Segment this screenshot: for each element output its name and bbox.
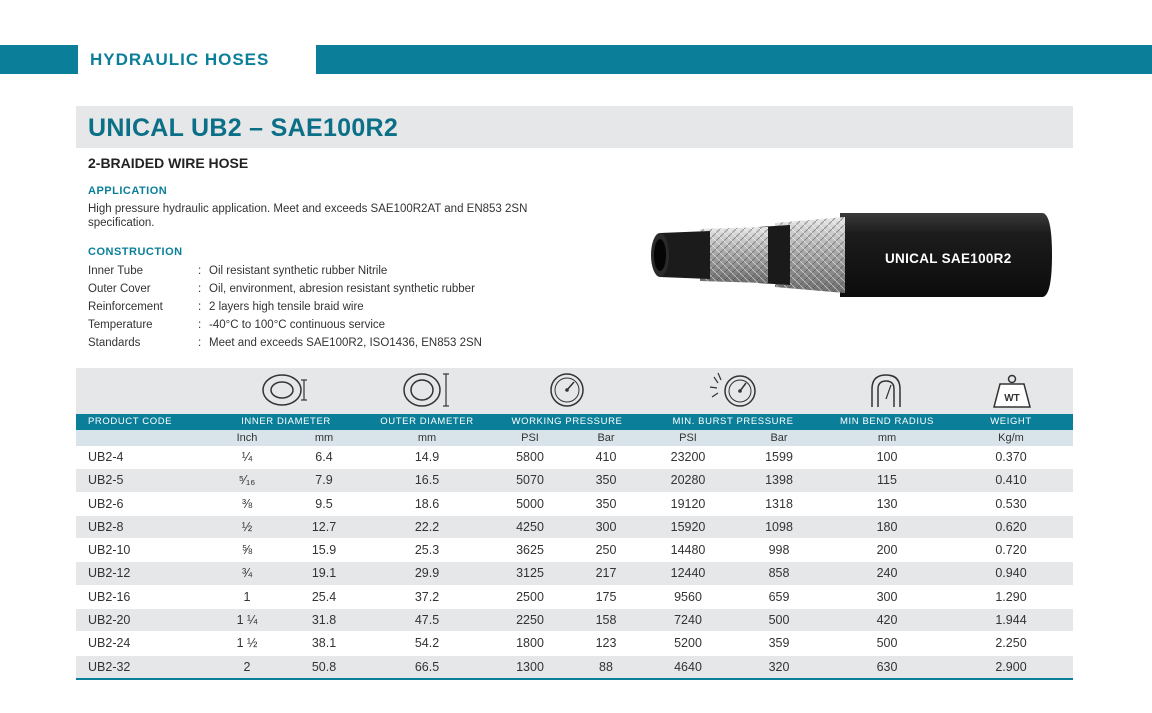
colon: :: [198, 283, 202, 295]
cell-burst-pressure-psi: 23200: [670, 450, 706, 464]
cell-product-code: UB2-24: [88, 636, 131, 651]
cell-product-code: UB2-8: [88, 519, 124, 534]
cell-weight-kg-m: 0.410: [995, 473, 1027, 488]
cell-bend-radius-mm: 300: [876, 589, 898, 604]
construction-row: [88, 262, 568, 280]
colon: :: [198, 337, 202, 349]
colon: :: [198, 265, 202, 277]
construction-value: Oil resistant synthetic rubber Nitrile: [209, 265, 388, 277]
cell-burst-pressure-bar: 1318: [765, 496, 793, 511]
cell-outer-diameter-mm: 18.6: [414, 496, 440, 511]
cell-outer-diameter-mm: 29.9: [414, 566, 440, 581]
cell-inner-diameter-inch: ½: [241, 519, 253, 534]
header-weight: WEIGHT: [990, 416, 1032, 427]
cell-weight-kg-m: 2.250: [995, 636, 1027, 651]
unit-weight: Kg/m: [998, 432, 1024, 444]
application-text: High pressure hydraulic application. Meet and exceeds SAE100R2AT and EN853 2SN specification.: [88, 203, 528, 229]
cell-burst-pressure-psi: 14480: [670, 543, 706, 558]
cell-inner-diameter-inch: ¼: [241, 450, 253, 464]
cell-weight-kg-m: 1.290: [995, 589, 1027, 604]
cell-working-pressure-psi: 5800: [516, 450, 544, 464]
cell-weight-kg-m: 0.370: [995, 450, 1027, 464]
cell-burst-pressure-bar: 659: [768, 589, 790, 604]
cell-burst-pressure-psi: 5200: [674, 636, 702, 651]
cell-burst-pressure-bar: 1599: [765, 450, 793, 464]
header-product-code: PRODUCT CODE: [88, 416, 173, 427]
cell-burst-pressure-bar: 998: [768, 543, 790, 558]
table-row: [76, 493, 1073, 516]
cell-working-pressure-bar: 350: [595, 473, 617, 488]
table-row: [76, 586, 1073, 609]
header-working-pressure: WORKING PRESSURE: [511, 416, 623, 427]
header-outer-diameter: OUTER DIAMETER: [380, 416, 474, 427]
cell-product-code: UB2-20: [88, 613, 131, 628]
cell-inner-diameter-inch: ⅝: [241, 543, 253, 558]
cell-working-pressure-bar: 123: [595, 636, 617, 651]
table-row: [76, 609, 1073, 632]
cell-bend-radius-mm: 200: [876, 543, 898, 558]
cell-inner-diameter-mm: 12.7: [311, 519, 337, 534]
outer-diameter-icon: [402, 371, 454, 409]
cell-product-code: UB2-12: [88, 566, 131, 581]
unit-bp-psi: PSI: [679, 432, 697, 444]
working-pressure-gauge-icon: [547, 371, 587, 409]
cell-bend-radius-mm: 115: [877, 473, 897, 488]
cell-product-code: UB2-4: [88, 450, 124, 464]
cell-outer-diameter-mm: 16.5: [414, 473, 440, 488]
inner-diameter-icon: [260, 371, 312, 409]
cell-inner-diameter-inch: ¾: [241, 566, 253, 581]
cell-burst-pressure-psi: 19120: [670, 496, 706, 511]
cell-weight-kg-m: 0.720: [995, 543, 1027, 558]
unit-br-mm: mm: [877, 432, 897, 444]
cell-working-pressure-bar: 217: [595, 566, 617, 581]
cell-burst-pressure-bar: 858: [768, 566, 790, 581]
cell-bend-radius-mm: 130: [876, 496, 898, 511]
section-label: HYDRAULIC HOSES: [78, 45, 316, 74]
cell-bend-radius-mm: 180: [876, 519, 898, 534]
cell-burst-pressure-psi: 20280: [670, 473, 706, 488]
cell-working-pressure-psi: 5070: [516, 473, 544, 488]
cell-weight-kg-m: 0.620: [995, 519, 1027, 534]
cell-working-pressure-psi: 3625: [516, 543, 544, 558]
cell-inner-diameter-inch: 1 ½: [236, 636, 258, 651]
cell-working-pressure-bar: 410: [595, 450, 617, 464]
cell-outer-diameter-mm: 37.2: [414, 589, 440, 604]
unit-inch: Inch: [236, 432, 258, 444]
construction-list: [88, 262, 568, 352]
construction-row: [88, 334, 568, 352]
cell-working-pressure-bar: 175: [595, 589, 617, 604]
header-bend-radius: MIN BEND RADIUS: [840, 416, 934, 427]
table-row: [76, 469, 1073, 492]
colon: :: [198, 301, 202, 313]
hose-label: UNICAL SAE100R2: [885, 251, 1012, 266]
header-burst-pressure: MIN. BURST PRESSURE: [672, 416, 794, 427]
weight-icon: [990, 371, 1034, 409]
cell-weight-kg-m: 1.944: [995, 613, 1027, 628]
table-row: [76, 516, 1073, 539]
cell-inner-diameter-mm: 38.1: [311, 636, 337, 651]
bend-radius-icon: [866, 371, 906, 409]
cell-inner-diameter-inch: 1: [243, 589, 251, 604]
cell-working-pressure-psi: 1300: [516, 659, 544, 674]
cell-bend-radius-mm: 420: [876, 613, 898, 628]
unit-bp-bar: Bar: [770, 432, 788, 444]
construction-value: Meet and exceeds SAE100R2, ISO1436, EN853 2SN: [209, 337, 482, 349]
application-heading: APPLICATION: [88, 185, 168, 197]
unit-od-mm: mm: [417, 432, 437, 444]
cell-product-code: UB2-32: [88, 659, 131, 674]
header-inner-diameter: INNER DIAMETER: [241, 416, 331, 427]
cell-outer-diameter-mm: 54.2: [414, 636, 440, 651]
cell-weight-kg-m: 0.940: [995, 566, 1027, 581]
construction-label: Outer Cover: [88, 283, 151, 295]
construction-label: Reinforcement: [88, 301, 163, 313]
colon: :: [198, 319, 202, 331]
cell-inner-diameter-mm: 15.9: [311, 543, 337, 558]
construction-row: [88, 298, 568, 316]
cell-bend-radius-mm: 100: [876, 450, 898, 464]
cell-inner-diameter-inch: ⅜: [241, 496, 253, 511]
table-row: [76, 632, 1073, 655]
cell-inner-diameter-mm: 9.5: [315, 496, 333, 511]
construction-row: [88, 280, 568, 298]
cell-product-code: UB2-5: [88, 473, 124, 488]
construction-value: -40°C to 100°C continuous service: [209, 319, 386, 331]
cell-burst-pressure-bar: 500: [768, 613, 790, 628]
cell-inner-diameter-mm: 6.4: [315, 450, 333, 464]
construction-heading: CONSTRUCTION: [88, 246, 183, 258]
cell-product-code: UB2-10: [88, 543, 131, 558]
cell-burst-pressure-bar: 359: [768, 636, 790, 651]
construction-label: Standards: [88, 337, 141, 349]
weight-icon-text: WT: [1004, 393, 1020, 404]
cell-burst-pressure-psi: 12440: [670, 566, 706, 581]
table-row: [76, 539, 1073, 562]
construction-label: Temperature: [88, 319, 153, 331]
title-bar: [76, 106, 1073, 148]
cell-product-code: UB2-16: [88, 589, 131, 604]
cell-working-pressure-psi: 4250: [516, 519, 544, 534]
construction-row: [88, 316, 568, 334]
cell-inner-diameter-mm: 7.9: [315, 473, 333, 488]
cell-working-pressure-bar: 300: [595, 519, 617, 534]
cell-inner-diameter-inch: ⁵⁄₁₆: [238, 473, 256, 488]
construction-value: Oil, environment, abresion resistant synthetic rubber: [209, 283, 475, 295]
cell-outer-diameter-mm: 14.9: [414, 450, 440, 464]
table-body: [76, 446, 1073, 680]
cell-product-code: UB2-6: [88, 496, 124, 511]
cell-working-pressure-bar: 350: [595, 496, 617, 511]
cell-working-pressure-psi: 2500: [516, 589, 544, 604]
cell-inner-diameter-mm: 19.1: [311, 566, 337, 581]
cell-outer-diameter-mm: 47.5: [414, 613, 440, 628]
unit-id-mm: mm: [314, 432, 334, 444]
cell-working-pressure-bar: 88: [599, 659, 613, 674]
cell-inner-diameter-mm: 50.8: [311, 659, 337, 674]
table-row: [76, 446, 1073, 469]
cell-weight-kg-m: 0.530: [995, 496, 1027, 511]
cell-weight-kg-m: 2.900: [995, 659, 1027, 674]
cell-working-pressure-psi: 5000: [516, 496, 544, 511]
cell-working-pressure-bar: 250: [595, 543, 617, 558]
unit-wp-bar: Bar: [597, 432, 615, 444]
cell-bend-radius-mm: 630: [876, 659, 898, 674]
unit-wp-psi: PSI: [521, 432, 539, 444]
cell-working-pressure-psi: 1800: [516, 636, 544, 651]
product-subtitle: 2-BRAIDED WIRE HOSE: [88, 155, 249, 171]
product-title: UNICAL UB2 – SAE100R2: [88, 114, 399, 142]
cell-bend-radius-mm: 240: [876, 566, 898, 581]
burst-pressure-gauge-icon: [708, 371, 764, 409]
cell-inner-diameter-inch: 1 ¼: [236, 613, 258, 628]
cell-inner-diameter-mm: 31.8: [311, 613, 337, 628]
cell-burst-pressure-psi: 15920: [670, 519, 706, 534]
cell-bend-radius-mm: 500: [876, 636, 898, 651]
cell-burst-pressure-psi: 9560: [674, 589, 702, 604]
cell-working-pressure-bar: 158: [595, 613, 617, 628]
cell-inner-diameter-inch: 2: [243, 659, 251, 674]
cell-burst-pressure-psi: 4640: [674, 659, 702, 674]
cell-outer-diameter-mm: 66.5: [414, 659, 440, 674]
cell-burst-pressure-psi: 7240: [674, 613, 702, 628]
cell-burst-pressure-bar: 1098: [765, 519, 793, 534]
cell-burst-pressure-bar: 320: [768, 659, 790, 674]
cell-inner-diameter-mm: 25.4: [311, 589, 337, 604]
cell-working-pressure-psi: 3125: [516, 566, 544, 581]
cell-outer-diameter-mm: 22.2: [414, 519, 440, 534]
cell-working-pressure-psi: 2250: [516, 613, 544, 628]
units-row: [76, 430, 1073, 446]
table-row: [76, 656, 1073, 680]
cell-outer-diameter-mm: 25.3: [414, 543, 440, 558]
construction-label: Inner Tube: [88, 265, 143, 277]
cell-burst-pressure-bar: 1398: [765, 473, 793, 488]
construction-value: 2 layers high tensile braid wire: [209, 301, 364, 313]
table-row: [76, 562, 1073, 585]
